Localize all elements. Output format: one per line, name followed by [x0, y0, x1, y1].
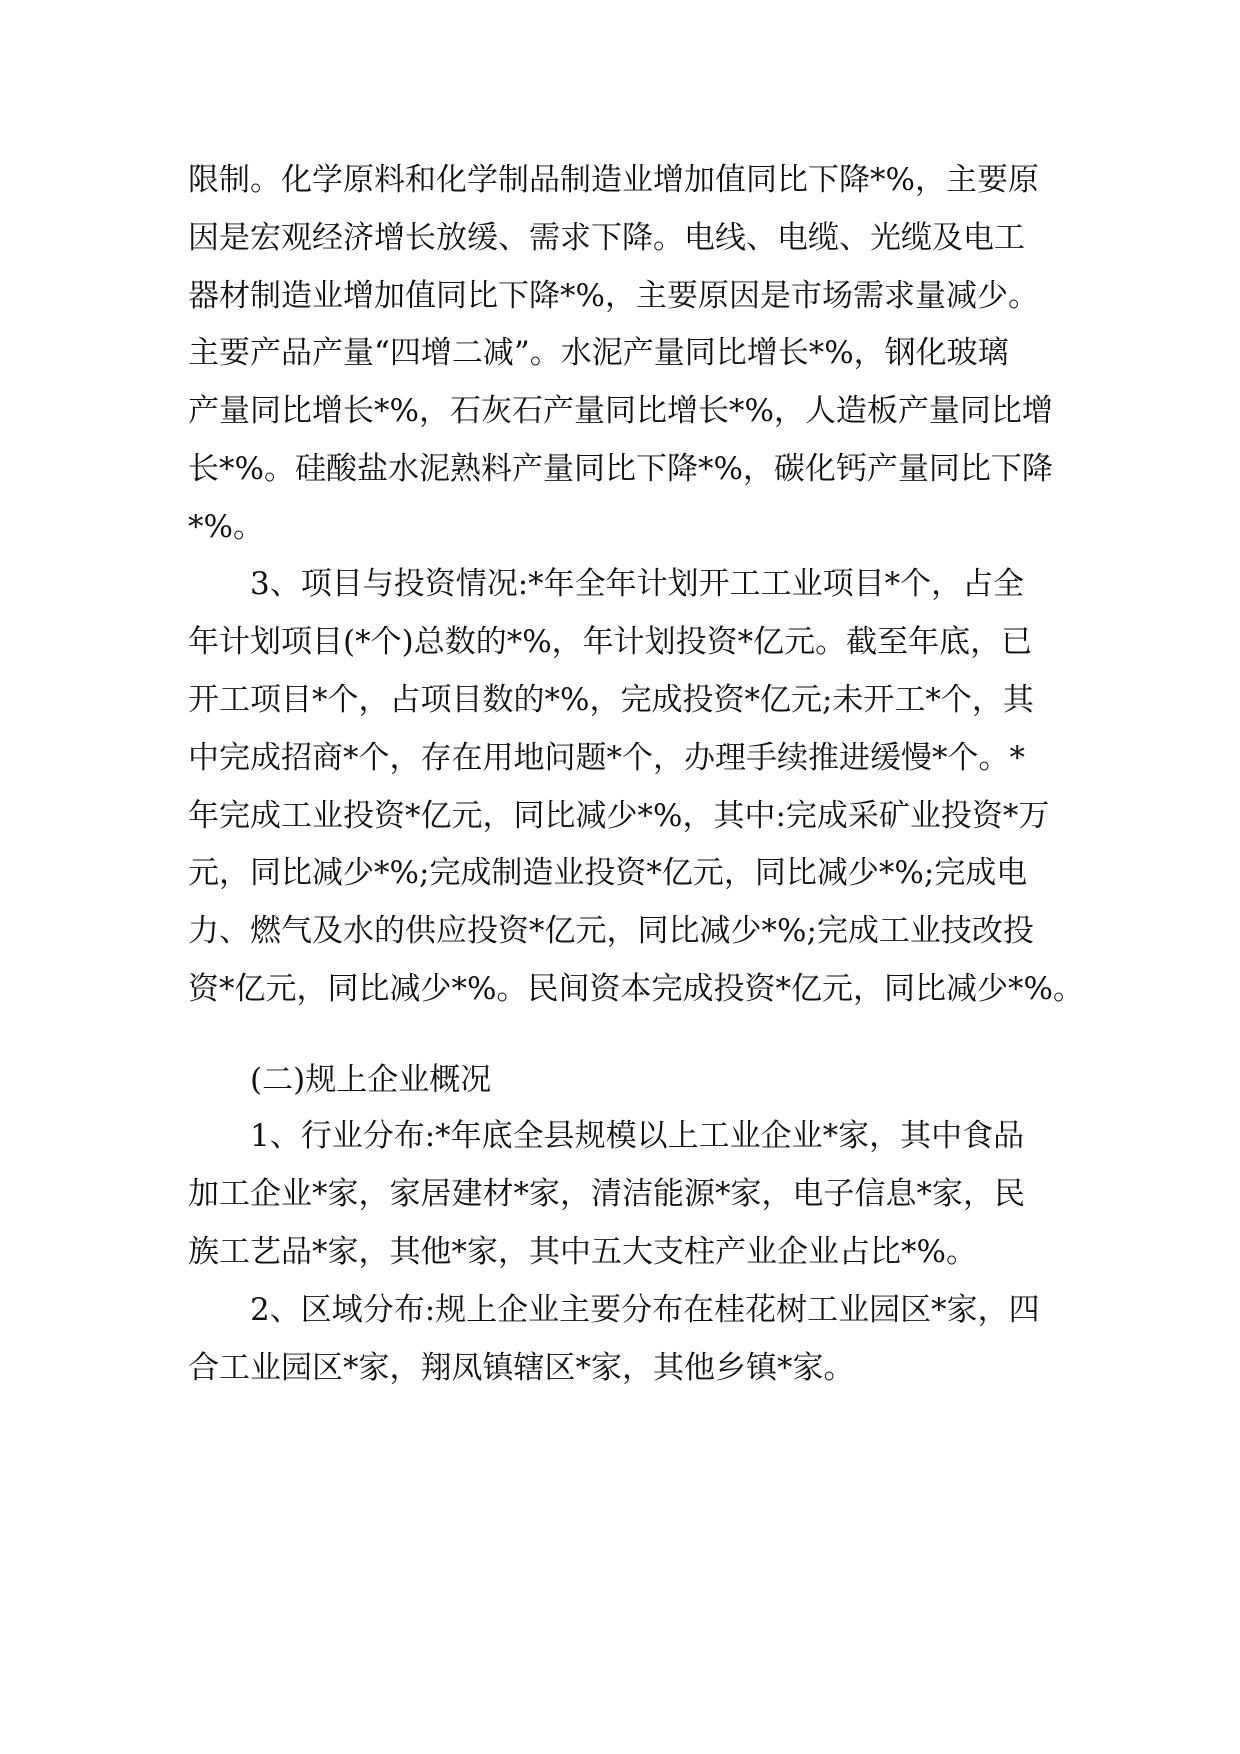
- section-heading: (二)规上企业概况: [250, 1062, 492, 1098]
- text-line: 开工项目*个，占项目数的*%，完成投资*亿元;未开工*个，其: [188, 682, 1034, 718]
- paragraph-first-line: 1、行业分布:*年底全县规模以上工业企业*家，其中食品: [250, 1118, 1025, 1154]
- text-line: 因是宏观经济增长放缓、需求下降。电线、电缆、光缆及电工: [188, 220, 1025, 256]
- text-line: 限制。化学原料和化学制品制造业增加值同比下降*%，主要原: [188, 162, 1039, 198]
- text-line: 长*%。硅酸盐水泥熟料产量同比下降*%，碳化钙产量同比下降: [188, 451, 1053, 487]
- text-line: 器材制造业增加值同比下降*%，主要原因是市场需求量减少。: [188, 278, 1039, 314]
- text-line: 力、燃气及水的供应投资*亿元，同比减少*%;完成工业技改投: [188, 913, 1034, 949]
- text-line: 产量同比增长*%，石灰石产量同比增长*%，人造板产量同比增: [188, 393, 1053, 429]
- text-line: 元，同比减少*%;完成制造业投资*亿元，同比减少*%;完成电: [188, 855, 1028, 891]
- text-line: 资*亿元，同比减少*%。民间资本完成投资*亿元，同比减少*%。: [188, 971, 1084, 1007]
- text-line: 合工业园区*家，翔凤镇辖区*家，其他乡镇*家。: [188, 1350, 855, 1386]
- paragraph-first-line: 2、区域分布:规上企业主要分布在桂花树工业园区*家，四: [250, 1292, 1040, 1328]
- text-line: 族工艺品*家，其他*家，其中五大支柱产业企业占比*%。: [188, 1234, 977, 1270]
- text-line: 加工企业*家，家居建材*家，清洁能源*家，电子信息*家，民: [188, 1176, 1025, 1212]
- text-line: 中完成招商*个，存在用地问题*个，办理手续推进缓慢*个。*: [188, 740, 1025, 776]
- text-line: 年完成工业投资*亿元，同比减少*%，其中:完成采矿业投资*万: [188, 798, 1050, 834]
- text-line: 主要产品产量“四增二减”。水泥产量同比增长*%，钢化玻璃: [188, 335, 1009, 371]
- text-line: 年计划项目(*个)总数的*%，年计划投资*亿元。截至年底，已: [188, 624, 1033, 660]
- paragraph-first-line: 3、项目与投资情况:*年全年计划开工工业项目*个，占全: [250, 566, 1025, 602]
- text-line: *%。: [188, 509, 264, 545]
